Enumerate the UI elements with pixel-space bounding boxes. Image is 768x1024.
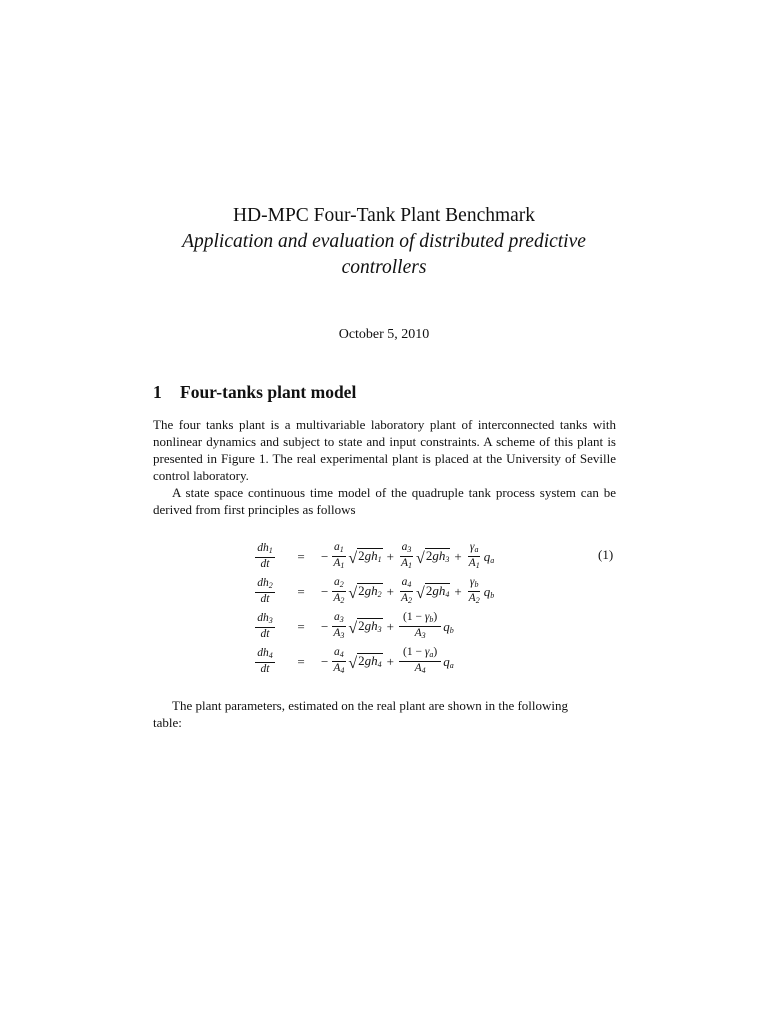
equation-row-2: $\frac{dh_2}{dt}$ = − $\frac{a_2}{A_2}$ √ $2gh_2$ + $\frac{a_4}{A_2}$ √ $2gh_4$ + $\frac{\gamma_b}{A_2}$ $q_b$ xyxy=(257,576,495,605)
section-title: Four-tanks plant model xyxy=(180,382,357,402)
equation-row-3: $\frac{dh_3}{dt}$ = − $\frac{a_3}{A_3}$ √ $2gh_3$ + $\frac{(1 - \gamma_b)}{A_3}$ $q_b$ xyxy=(257,611,454,640)
document-title: HD-MPC Four-Tank Plant Benchmark xyxy=(232,205,536,226)
document-subtitle: Application and evaluation of distributed predictive controllers xyxy=(182,231,586,278)
paragraph-parameters-end: table: xyxy=(153,715,182,730)
paragraph-parameters xyxy=(153,697,616,731)
equation-row-1: $\frac{dh_1}{dt}$ = − $\frac{a_1}{A_1}$ √ $2gh_1$ + $\frac{a_3}{A_1}$ √ $2gh_3$ + $\frac{\gamma_a}{A_1}$ $q_a$ xyxy=(257,541,495,570)
equation-row-4: $\frac{dh_4}{dt}$ = − $\frac{a_4}{A_4}$ √ $2gh_4$ + $\frac{(1 - \gamma_a)}{A_4}$ $q_a$ xyxy=(257,646,454,675)
section-heading xyxy=(153,382,356,403)
paragraph-intro: The four tanks plant is a multivariable laboratory plant of interconnected tanks with nonlinear dynamics and subject to state and input constraints. A scheme of this plant is presented in Figure 1. The real experimental plant is placed at the University of Seville control laboratory. xyxy=(153,417,616,483)
paragraph-model: A state space continuous time model of the quadruple tank process system can be derived from first principles as follows xyxy=(153,485,616,517)
section-number: 1 xyxy=(153,382,162,402)
equation-system xyxy=(249,539,494,679)
document-date: October 5, 2010 xyxy=(338,327,430,342)
equation-number: (1) xyxy=(598,547,614,562)
title-block xyxy=(0,203,768,281)
paragraph-parameters-text: The plant parameters, estimated on the real plant are shown in the following xyxy=(172,698,569,713)
